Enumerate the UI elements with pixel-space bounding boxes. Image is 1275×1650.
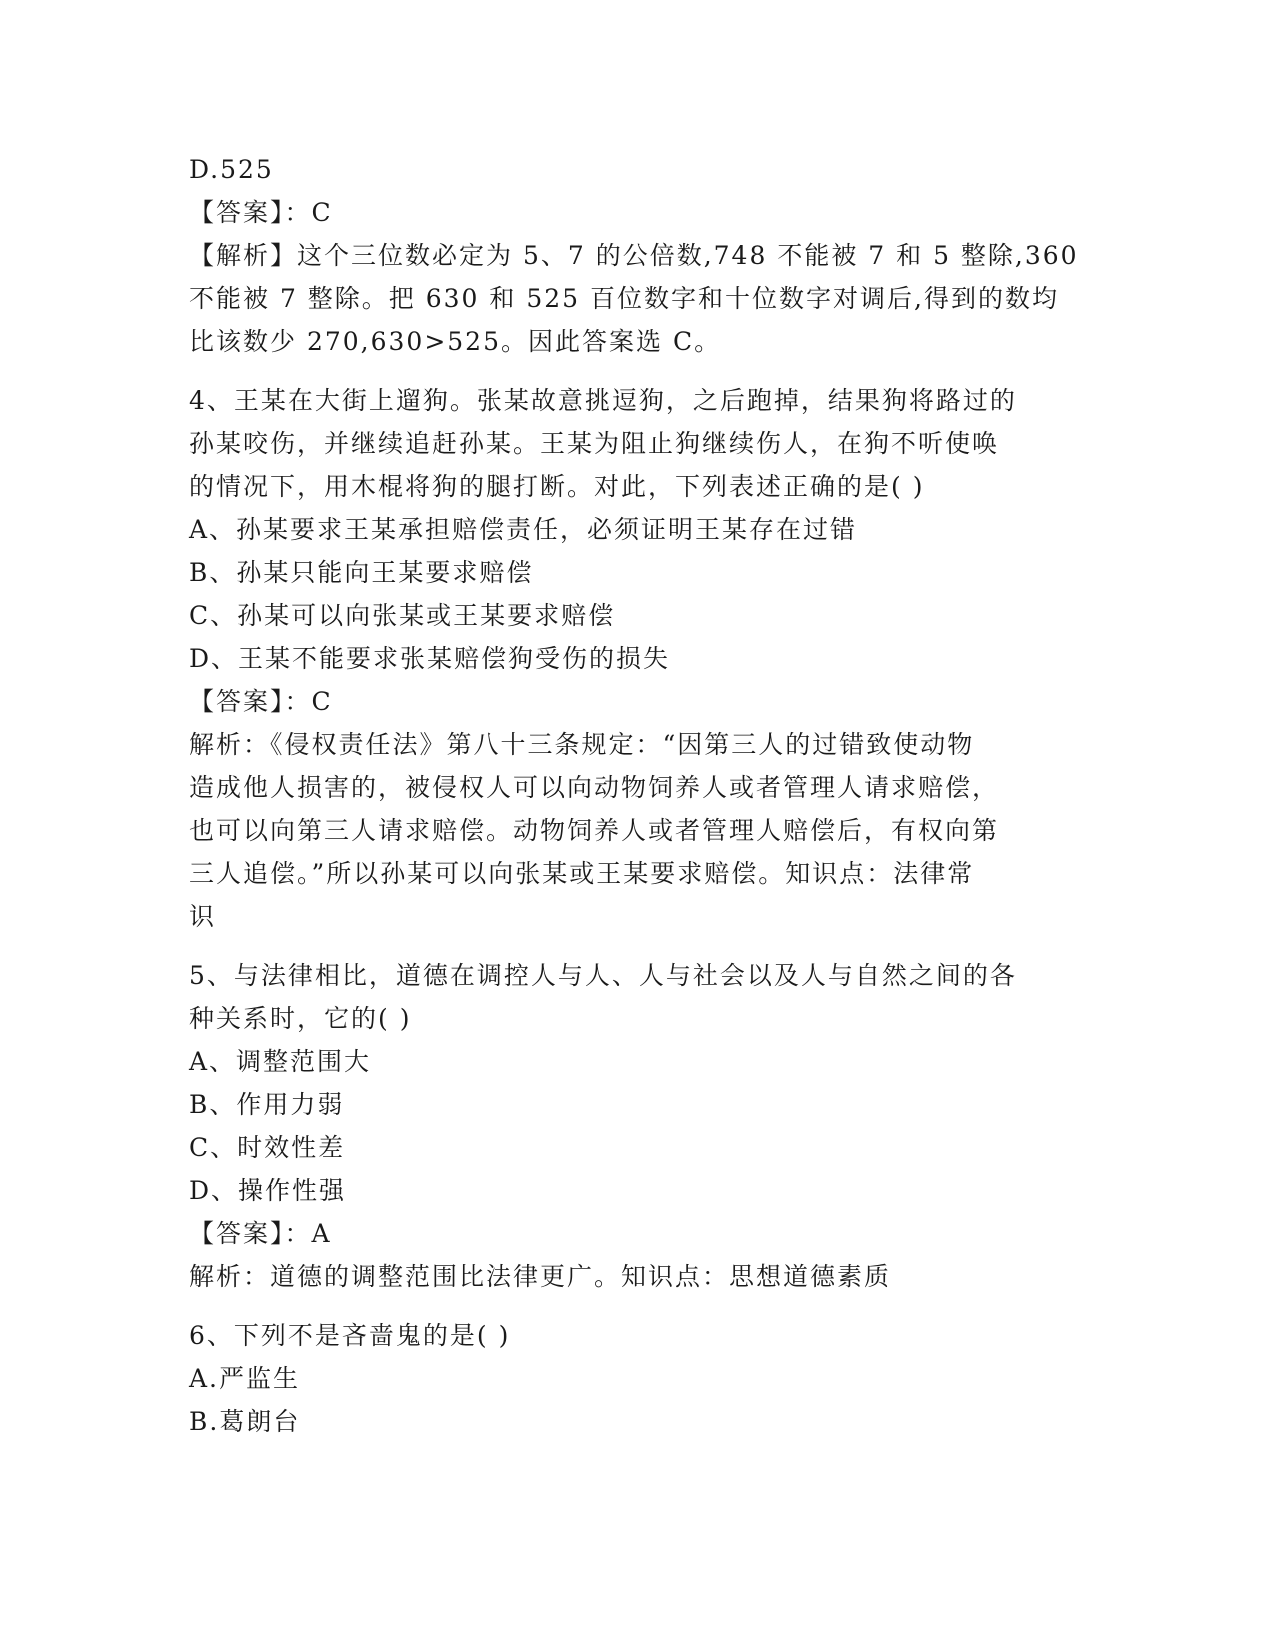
analysis-line: 比该数少 270,630>525。因此答案选 C。: [189, 327, 722, 356]
question-6: [189, 1314, 1089, 1443]
option-d: D、操作性强: [189, 1176, 347, 1205]
analysis-line: 也可以向第三人请求赔偿。动物饲养人或者管理人赔偿后，有权向第: [189, 816, 1000, 845]
option-b: B.葛朗台: [189, 1407, 301, 1436]
question-stem-line: 种关系时，它的( ): [189, 1004, 412, 1033]
option-b: B、孙某只能向王某要求赔偿: [189, 558, 534, 587]
question-stem-line: 4、王某在大街上遛狗。张某故意挑逗狗，之后跑掉，结果狗将路过的: [189, 386, 1017, 415]
answer-line: 【答案】：C: [189, 687, 333, 716]
answer-line: 【答案】：C: [189, 198, 333, 227]
analysis-line: 造成他人损害的，被侵权人可以向动物饲养人或者管理人请求赔偿，: [189, 773, 1000, 802]
question-stem-line: 6、下列不是吝啬鬼的是( ): [189, 1321, 511, 1350]
analysis-line: 解析：道德的调整范围比法律更广。知识点：思想道德素质: [189, 1262, 892, 1291]
question-3-tail: [189, 148, 1089, 363]
analysis-line: 解析：《侵权责任法》第八十三条规定：“因第三人的过错致使动物: [189, 730, 975, 759]
analysis-line: 【解析】这个三位数必定为 5、7 的公倍数,748 不能被 7 和 5 整除,360: [189, 241, 1079, 270]
question-stem-line: 的情况下，用木棍将狗的腿打断。对此，下列表述正确的是( ): [189, 472, 925, 501]
document-content: [189, 148, 1089, 1443]
analysis-line: 不能被 7 整除。把 630 和 525 百位数字和十位数字对调后,得到的数均: [189, 284, 1059, 313]
option-a: A、孙某要求王某承担赔偿责任，必须证明王某存在过错: [189, 515, 858, 544]
question-stem-line: 5、与法律相比，道德在调控人与人、人与社会以及人与自然之间的各: [189, 961, 1017, 990]
option-a: A、调整范围大: [189, 1047, 372, 1076]
option-a: A.严监生: [189, 1364, 301, 1393]
question-4: [189, 379, 1089, 938]
option-c: C、孙某可以向张某或王某要求赔偿: [189, 601, 616, 630]
question-stem-line: 孙某咬伤，并继续追赶孙某。王某为阻止狗继续伤人，在狗不听使唤: [189, 429, 1000, 458]
option-d: D.525: [189, 155, 274, 184]
answer-line: 【答案】：A: [189, 1219, 332, 1248]
option-c: C、时效性差: [189, 1133, 346, 1162]
option-d: D、王某不能要求张某赔偿狗受伤的损失: [189, 644, 671, 673]
analysis-line: 识: [189, 902, 217, 931]
analysis-line: 三人追偿。”所以孙某可以向张某或王某要求赔偿。知识点：法律常: [189, 859, 975, 888]
option-b: B、作用力弱: [189, 1090, 345, 1119]
question-5: [189, 954, 1089, 1298]
